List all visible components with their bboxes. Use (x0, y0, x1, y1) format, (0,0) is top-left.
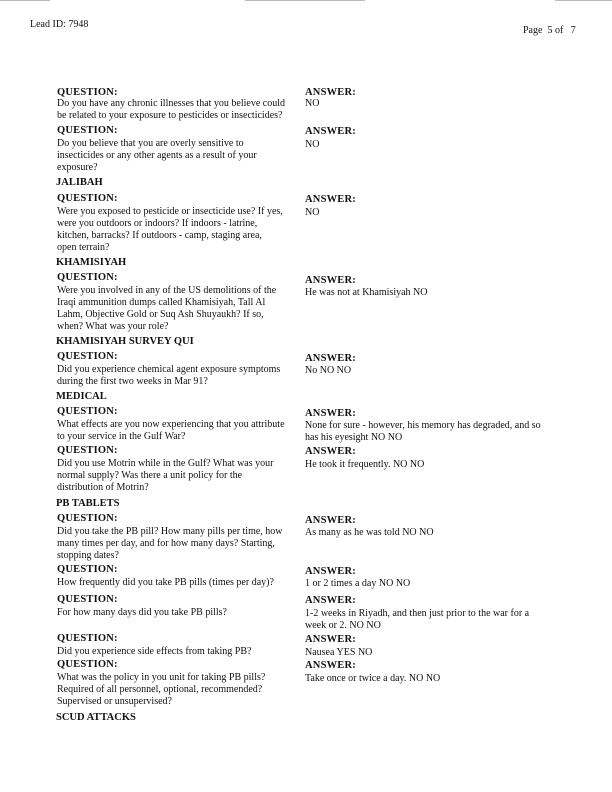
answer-label: ANSWER: (305, 87, 356, 98)
scan-edge (555, 0, 612, 1)
question-label: QUESTION: (57, 445, 118, 456)
question-label: QUESTION: (57, 87, 118, 98)
answer-block (305, 275, 427, 299)
question-block (57, 659, 265, 708)
answer-block (305, 634, 372, 659)
answer-block (305, 353, 356, 377)
section-heading-jalibah: JALIBAH (56, 177, 103, 188)
answer-text: Take once or twice a day. NO NO (305, 673, 441, 684)
answer-text: No NO NO (305, 365, 352, 376)
question-label: QUESTION: (57, 594, 118, 605)
answer-block (305, 408, 541, 444)
answer-text: Nausea YES NO (305, 647, 373, 658)
answer-text: NO (305, 207, 320, 218)
question-label: QUESTION: (57, 125, 118, 136)
answer-block (305, 446, 424, 471)
section-heading-medical: MEDICAL (56, 391, 107, 402)
answer-block (305, 194, 356, 219)
question-text: Did you take the PB pill? How many pills per time, how many times per day, and for how many days? Starting, stopping dates? (57, 526, 283, 561)
answer-block (305, 595, 529, 632)
answer-block (305, 566, 410, 590)
question-text: Did you use Motrin while in the Gulf? What was your normal supply? Was there a unit policy for the distribution of Motrin? (57, 458, 274, 493)
answer-text: He was not at Khamisiyah NO (305, 287, 428, 298)
answer-block (305, 660, 440, 685)
question-text: Were you exposed to pesticide or insecticide use? If yes, were you outdoors or indoors? If indoors - latrine, kitchen, barracks? If outdoors - camp, staging area, open terrain? (57, 206, 283, 253)
answer-label: ANSWER: (305, 595, 356, 606)
answer-text: 1 or 2 times a day NO NO (305, 578, 411, 589)
question-text: Were you involved in any of the US demolitions of the Iraqi ammunition dumps called Khamisiyah, Tall Al Lahm, Objective Gold or Suq Ash Shuyaukh? If so, when? What was your role? (57, 285, 277, 332)
lead-id: Lead ID: 7948 (30, 19, 89, 30)
question-text: What effects are you now experiencing that you attribute to your service in the Gulf War? (57, 419, 285, 442)
question-text: What was the policy in you unit for taking PB pills? Required of all personnel, optional, recommended? Supervised or unsupervised? (57, 672, 266, 707)
question-block (57, 633, 251, 658)
question-block (57, 193, 283, 254)
question-label: QUESTION: (57, 564, 118, 575)
question-label: QUESTION: (57, 272, 118, 283)
question-block (57, 513, 283, 562)
of-label: of (554, 25, 564, 36)
question-text: Do you believe that you are overly sensitive to insecticides or any other agents as a result of your exposure? (57, 138, 257, 173)
question-block (57, 594, 227, 619)
page-label: Page (523, 25, 543, 36)
question-block (57, 351, 280, 388)
answer-block (305, 87, 356, 110)
answer-label: ANSWER: (305, 515, 356, 526)
answer-label: ANSWER: (305, 353, 356, 364)
question-label: QUESTION: (57, 193, 118, 204)
question-block (57, 445, 273, 494)
answer-text: He took it frequently. NO NO (305, 459, 425, 470)
question-text: Do you have any chronic illnesses that you believe could be related to your exposure to pesticides or insecticides? (57, 98, 285, 121)
answer-label: ANSWER: (305, 566, 356, 577)
page-indicator (523, 25, 576, 36)
question-block (57, 406, 285, 443)
answer-text: NO (305, 98, 320, 109)
question-text: For how many days did you take PB pills? (57, 607, 227, 618)
answer-text: 1-2 weeks in Riyadh, and then just prior to the war for a week or 2. NO NO (305, 608, 530, 631)
answer-label: ANSWER: (305, 275, 356, 286)
question-label: QUESTION: (57, 633, 118, 644)
question-text: Did you experience side effects from taking PB? (57, 646, 252, 657)
page-total: 7 (570, 25, 576, 36)
question-text: How frequently did you take PB pills (times per day)? (57, 577, 274, 588)
question-block (57, 564, 274, 589)
question-block (57, 125, 257, 174)
scan-edge (245, 0, 365, 1)
question-block (57, 272, 276, 333)
answer-label: ANSWER: (305, 408, 356, 419)
page-number: 5 (547, 25, 553, 36)
answer-label: ANSWER: (305, 126, 356, 137)
question-block (57, 87, 285, 122)
answer-label: ANSWER: (305, 446, 356, 457)
answer-label: ANSWER: (305, 660, 356, 671)
section-heading-khamisiyah-survey: KHAMISIYAH SURVEY QUI (56, 336, 194, 347)
question-text: Did you experience chemical agent exposure symptoms during the first two weeks in Mar 91? (57, 364, 281, 387)
section-heading-pb-tablets: PB TABLETS (56, 498, 120, 509)
answer-block (305, 126, 356, 151)
question-label: QUESTION: (57, 659, 118, 670)
answer-text: As many as he was told NO NO (305, 527, 434, 538)
section-heading-khamisiyah: KHAMISIYAH (56, 257, 127, 268)
question-label: QUESTION: (57, 351, 118, 362)
answer-text: None for sure - however, his memory has degraded, and so has his eyesight NO NO (305, 420, 541, 443)
section-heading-scud-attacks: SCUD ATTACKS (56, 712, 136, 723)
question-label: QUESTION: (57, 513, 118, 524)
answer-label: ANSWER: (305, 634, 356, 645)
scan-edge (0, 0, 50, 1)
answer-text: NO (305, 139, 320, 150)
question-label: QUESTION: (57, 406, 118, 417)
answer-label: ANSWER: (305, 194, 356, 205)
answer-block (305, 515, 434, 539)
